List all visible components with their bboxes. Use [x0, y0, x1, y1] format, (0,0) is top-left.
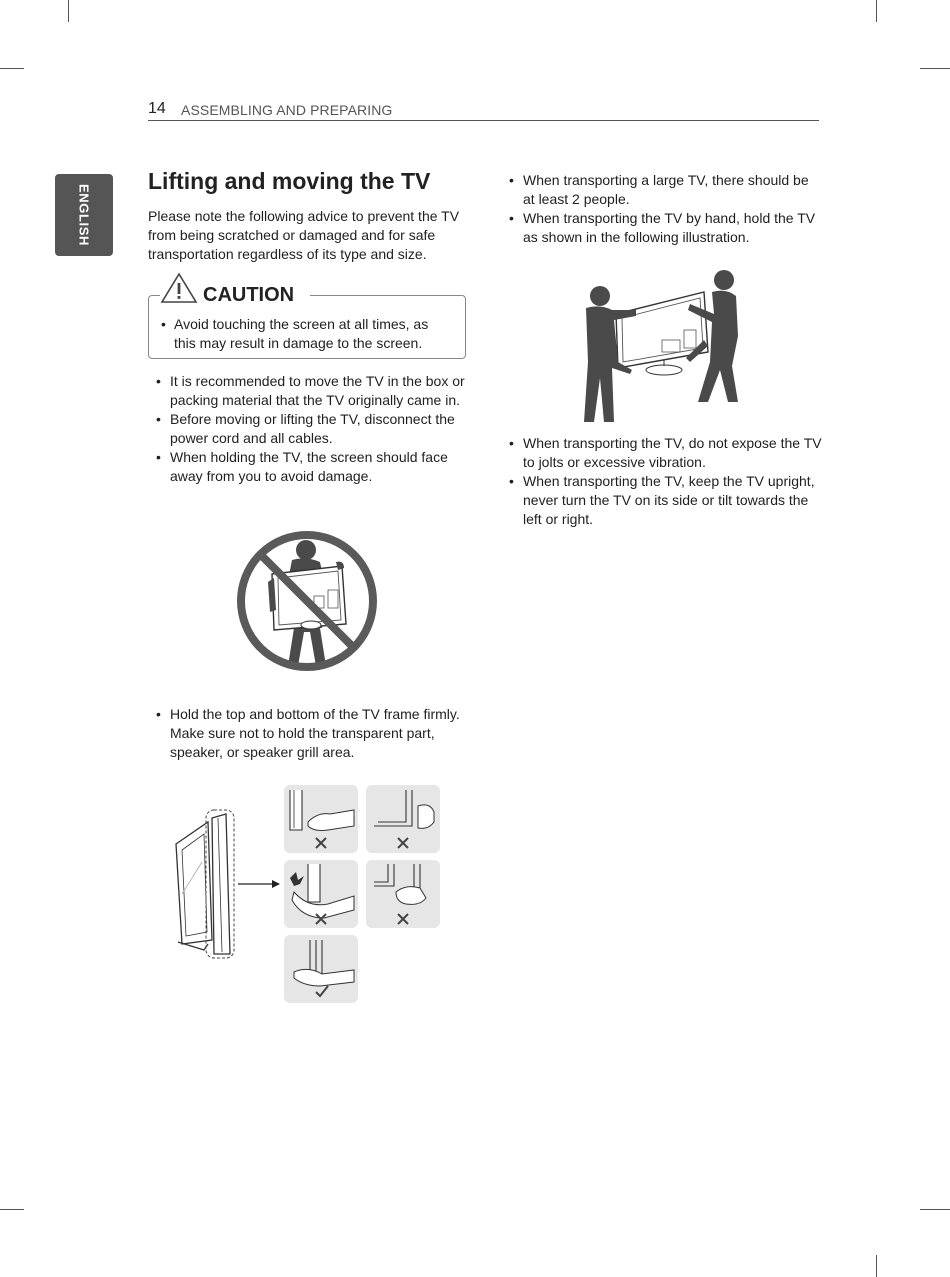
language-tab: [55, 174, 113, 256]
tv-side-view: [176, 810, 234, 958]
list-item: • When transporting the TV, keep the TV upright, never turn the TV on its side or tilt towards the left or right.: [501, 472, 823, 529]
two-person-carry-illustration: [578, 266, 744, 426]
crop-mark: [0, 68, 24, 69]
crop-mark: [920, 68, 950, 69]
transport-advice-list: [501, 171, 823, 247]
crop-mark: [876, 1255, 877, 1277]
page-number: 14: [148, 100, 166, 117]
page-header: [148, 100, 819, 121]
list-item: • When holding the TV, the screen should face away from you to avoid damage.: [148, 448, 470, 486]
list-item: • It is recommended to move the TV in the box or packing material that the TV originally came in.: [148, 372, 470, 410]
caution-title: CAUTION: [203, 284, 295, 306]
crop-mark: [68, 0, 69, 22]
list-item: • When transporting the TV, do not expose the TV to jolts or excessive vibration.: [501, 434, 823, 472]
hold-panel-wrong: [366, 785, 440, 853]
section-title: ASSEMBLING AND PREPARING: [181, 102, 393, 118]
hold-panel-wrong: [366, 860, 440, 928]
crop-mark: [920, 1209, 950, 1210]
frame-hold-list: [148, 705, 470, 762]
hold-panel-wrong: [284, 860, 358, 928]
list-item: • Avoid touching the screen at all times, as this may result in damage to the screen.: [160, 315, 450, 353]
arrow-head: [272, 880, 280, 888]
intro-paragraph: Please note the following advice to prevent the TV from being scratched or damaged and for safe transportation regardless of its type and size.: [148, 208, 460, 262]
hold-panel-wrong: [284, 785, 358, 853]
prohibited-carry-illustration: [234, 528, 380, 674]
caution-list: [160, 315, 450, 353]
tv-illustration: [616, 292, 708, 375]
moving-advice-list: [148, 372, 470, 486]
list-item: • When transporting the TV by hand, hold the TV as shown in the following illustration.: [501, 209, 823, 247]
crop-mark: [876, 0, 877, 22]
crop-mark: [0, 1209, 24, 1210]
upright-advice-list: [501, 434, 823, 529]
hold-panel-correct: [284, 935, 358, 1003]
caution-header: [160, 271, 310, 305]
frame-holding-diagram: [168, 782, 446, 1006]
list-item: • When transporting a large TV, there should be at least 2 people.: [501, 171, 823, 209]
page-title: Lifting and moving the TV: [148, 168, 431, 194]
list-item: • Hold the top and bottom of the TV frame firmly. Make sure not to hold the transparent part, speaker, or speaker grill area.: [148, 705, 470, 762]
list-item: • Before moving or lifting the TV, disconnect the power cord and all cables.: [148, 410, 470, 448]
warning-triangle-icon: [160, 272, 198, 304]
language-tab-label: ENGLISH: [76, 184, 92, 246]
